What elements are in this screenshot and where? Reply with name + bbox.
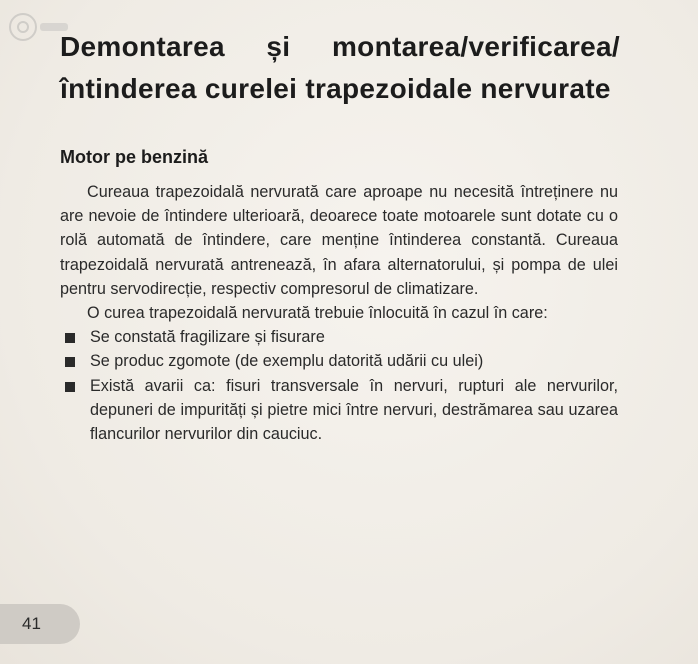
bullet-list (60, 325, 618, 446)
section-subtitle: Motor pe benzină (60, 147, 208, 167)
page-number: 41 (22, 614, 41, 633)
square-bullet-icon (65, 357, 75, 367)
bullet-text: Se constată fragilizare și fisurare (90, 328, 325, 347)
body-text (60, 180, 618, 446)
bullet-text: Se produc zgomote (de exemplu datorită udării cu ulei) (90, 352, 484, 371)
bullet-item (60, 374, 618, 447)
square-bullet-icon (65, 333, 75, 343)
square-bullet-icon (65, 382, 75, 392)
bullet-item (60, 325, 618, 349)
paragraph: O curea trapezoidală nervurată trebuie înlocuită în cazul în care: (87, 304, 548, 323)
bullet-item (60, 349, 618, 373)
paragraph: Cureaua trapezoidală nervurată care aproape nu necesită întreținere nu are nevoie de întindere ulterioară, deoarece toate motoarele sunt dotate cu o rolă automată de întindere, care menține întinderea constantă. Cureaua trapezoidală nervurată antrenează, în afara alternatorului, și pompa de ulei pentru servodirecție, respectiv compresorul de climatizare. (60, 183, 618, 298)
bullet-text: Există avarii ca: fisuri transversale în nervuri, rupturi ale nervurilor, depuneri de impurități și pietre mici între nervuri, destrămarea sau uzarea flancurilor nervurilor din cauciuc. (90, 376, 618, 444)
page-title: Demontarea și montarea/verificarea/întinderea curelei trapezoidale nervurate (60, 31, 620, 104)
